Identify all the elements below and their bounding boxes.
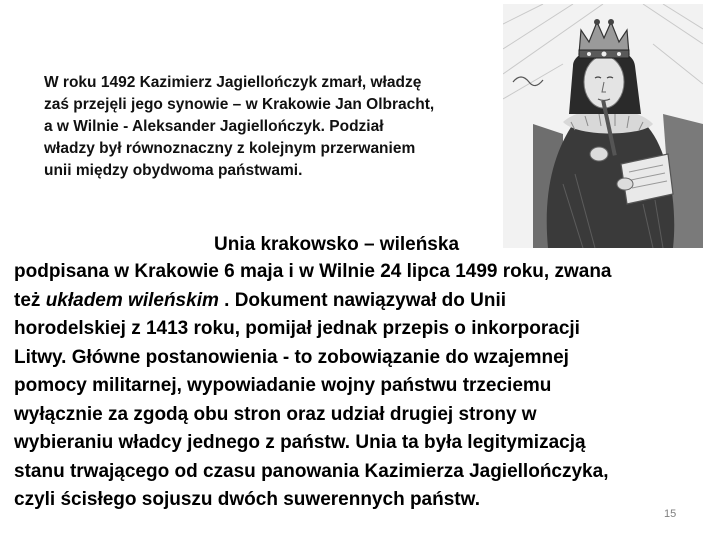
- page-number: 15: [664, 508, 677, 520]
- intro-line: a w Wilnie - Aleksander Jagiellończyk. Podział: [44, 118, 384, 135]
- body-text: też: [14, 289, 46, 311]
- body-text: . Dokument nawiązywał do Unii: [218, 289, 507, 311]
- body-line: [14, 287, 694, 316]
- body-line: podpisana w Krakowie 6 maja i w Wilnie 24 lipca 1499 roku, zwana: [14, 261, 612, 282]
- portrait-image: [503, 4, 703, 248]
- main-paragraph: [14, 258, 694, 515]
- section-heading: Unia krakowsko – wileńska: [214, 234, 460, 255]
- portrait-engraving-icon: [503, 4, 703, 248]
- intro-line: unii między obydwoma państwami.: [44, 162, 303, 179]
- body-line: Litwy. Główne postanowienia - to zobowiązanie do wzajemnej: [14, 346, 569, 368]
- body-line: czyli ścisłego sojuszu dwóch suwerennych państw.: [14, 489, 480, 510]
- intro-line: W roku 1492 Kazimierz Jagiellończyk zmarł, władzę: [44, 74, 422, 91]
- intro-line: zaś przejęli jego synowie – w Krakowie Jan Olbracht,: [44, 96, 435, 113]
- body-line: horodelskiej z 1413 roku, pomijał jednak przepis o inkorporacji: [14, 318, 580, 339]
- body-line: pomocy militarnej, wypowiadanie wojny państwu trzeciemu: [14, 375, 552, 396]
- emphasized-term: układem wileńskim: [45, 289, 219, 311]
- intro-line: władzy był równoznaczny z kolejnym przerwaniem: [44, 140, 416, 157]
- body-line: stanu trwającego od czasu panowania Kazimierza Jagiellończyka,: [14, 460, 609, 482]
- body-line: wyłącznie za zgodą obu stron oraz udział drugiej strony w: [14, 403, 537, 425]
- intro-paragraph: [44, 72, 499, 182]
- body-line: wybieraniu władcy jednego z państw. Unia ta była legitymizacją: [14, 432, 586, 453]
